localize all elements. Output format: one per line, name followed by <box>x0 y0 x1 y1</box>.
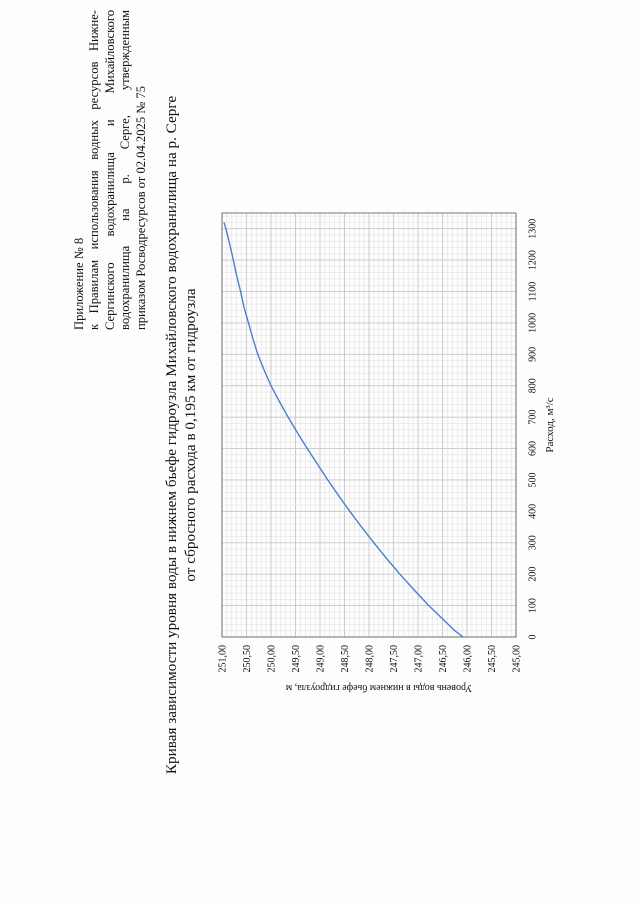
y-tick-label: 245,50 <box>487 645 498 673</box>
x-tick-label: 1100 <box>527 281 539 302</box>
y-tick-label: 251,00 <box>217 645 229 673</box>
y-tick-label: 250,50 <box>242 645 253 673</box>
y-tick-label: 248,00 <box>364 645 376 673</box>
x-tick-label: 500 <box>527 472 539 488</box>
appendix-number: Приложение № 8 <box>72 237 86 330</box>
appendix-line-4: водохранилища на р. Серге, утвержденным <box>118 10 133 330</box>
x-axis-label: Расход, м³/с <box>544 397 556 453</box>
y-tick-label: 245,00 <box>511 645 523 673</box>
x-tick-label: 800 <box>527 378 539 394</box>
y-tick-label: 249,50 <box>291 645 302 673</box>
x-tick-label: 0 <box>527 634 539 640</box>
x-tick-label: 300 <box>527 535 539 551</box>
y-tick-label: 249,00 <box>315 645 327 673</box>
x-tick-label: 100 <box>527 598 539 614</box>
y-tick-label: 246,50 <box>438 645 449 673</box>
y-tick-labels <box>218 645 523 673</box>
x-tick-label: 600 <box>527 441 539 457</box>
chart-title-line-1: Кривая зависимости уровня воды в нижнем бьефе гидроузла Михайловского водохранилища на р. Серге <box>163 95 180 775</box>
chart-title-line-2: от сбросного расхода в 0,195 км от гидроузла <box>182 288 199 582</box>
appendix-line-2: к Правилам использования водных ресурсов Нижне- <box>87 10 102 330</box>
x-tick-label: 1000 <box>527 312 539 333</box>
y-tick-label: 247,00 <box>413 645 425 673</box>
x-tick-label: 1300 <box>527 218 539 239</box>
y-tick-label: 247,50 <box>389 645 400 673</box>
x-tick-label: 700 <box>527 409 539 425</box>
x-tick-label: 1200 <box>527 250 539 271</box>
appendix-line-3: Сергинского водохранилища и Михайловского <box>102 10 117 330</box>
x-tick-labels <box>528 219 539 640</box>
x-tick-label: 200 <box>527 566 539 582</box>
y-axis-label: Уровень воды в нижнем бьефе гидроузла, м <box>285 682 473 693</box>
y-tick-label: 246,00 <box>462 645 474 673</box>
y-tick-label: 248,50 <box>340 645 351 673</box>
x-tick-label: 400 <box>527 503 539 519</box>
appendix-line-5: приказом Росводресурсов от 02.04.2025 № 75 <box>133 85 148 330</box>
y-tick-label: 250,00 <box>266 645 278 673</box>
x-tick-label: 900 <box>527 346 539 362</box>
